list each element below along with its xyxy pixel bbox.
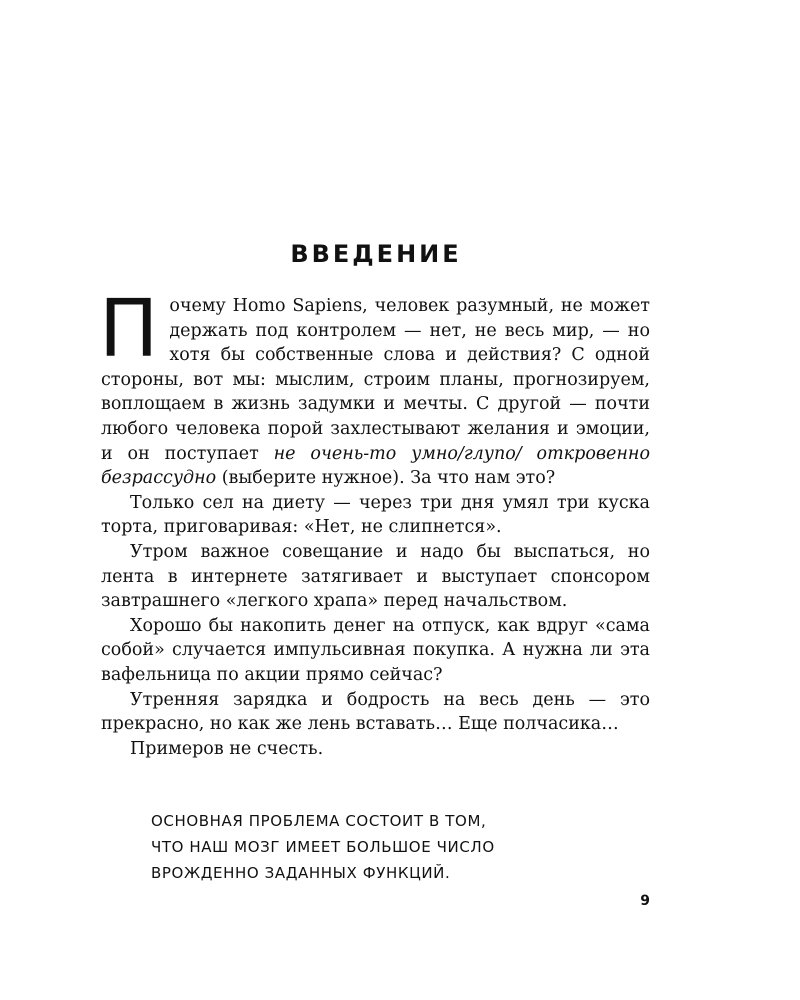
- pull-quote-line: ЧТО НАШ МОЗГ ИМЕЕТ БОЛЬШОЕ ЧИСЛО: [151, 838, 495, 856]
- page-number: 9: [640, 893, 650, 909]
- intro-italic-text: не очень-то умно/глупо/ откровенно безрассудно: [101, 443, 650, 489]
- intro-text: очему Homo Sapiens, человек разумный, не может держать под контролем — нет, не весь мир, — но хотя бы собственные слова и действия? С одной стороны, вот мы: мыслим, строим планы, прогнозируем, воплощаем в жизнь задумки и мечты. С другой — почти любого человека порой захлестывают желания и эмоции, и он поступает: [101, 296, 650, 464]
- paragraph-diet: Только сел на диету — через три дня умял три куска торта, приговаривая: «Нет, не слипнется».: [101, 492, 650, 538]
- chapter-title: ВВЕДЕНИЕ: [290, 240, 462, 268]
- pull-quote-line: ВРОЖДЕННО ЗАДАННЫХ ФУНКЦИЙ.: [151, 864, 451, 882]
- pull-quote: [151, 808, 671, 886]
- intro-paragraph: [99, 283, 650, 491]
- pull-quote-line: ОСНОВНАЯ ПРОБЛЕМА СОСТОИТ В ТОМ,: [151, 812, 487, 830]
- paragraph-exercise: Утренняя зарядка и бодрость на весь день — это прекрасно, но как же лень вставать… Еще полчасика…: [101, 689, 650, 735]
- paragraph-savings: Хорошо бы накопить денег на отпуск, как вдруг «сама собой» случается импульсивная покупка. А нужна ли эта вафельница по акции прямо сейчас?: [101, 615, 650, 685]
- intro-text-end: (выберите нужное). За что нам это?: [216, 468, 556, 489]
- drop-cap: П: [99, 283, 159, 375]
- body-text: [99, 283, 650, 761]
- paragraph-meeting: Утром важное совещание и надо бы выспаться, но лента в интернете затягивает и выступает спонсором завтрашнего «легкого храпа» перед начальством.: [101, 541, 650, 612]
- paragraph-examples: Примеров не счесть.: [130, 738, 324, 759]
